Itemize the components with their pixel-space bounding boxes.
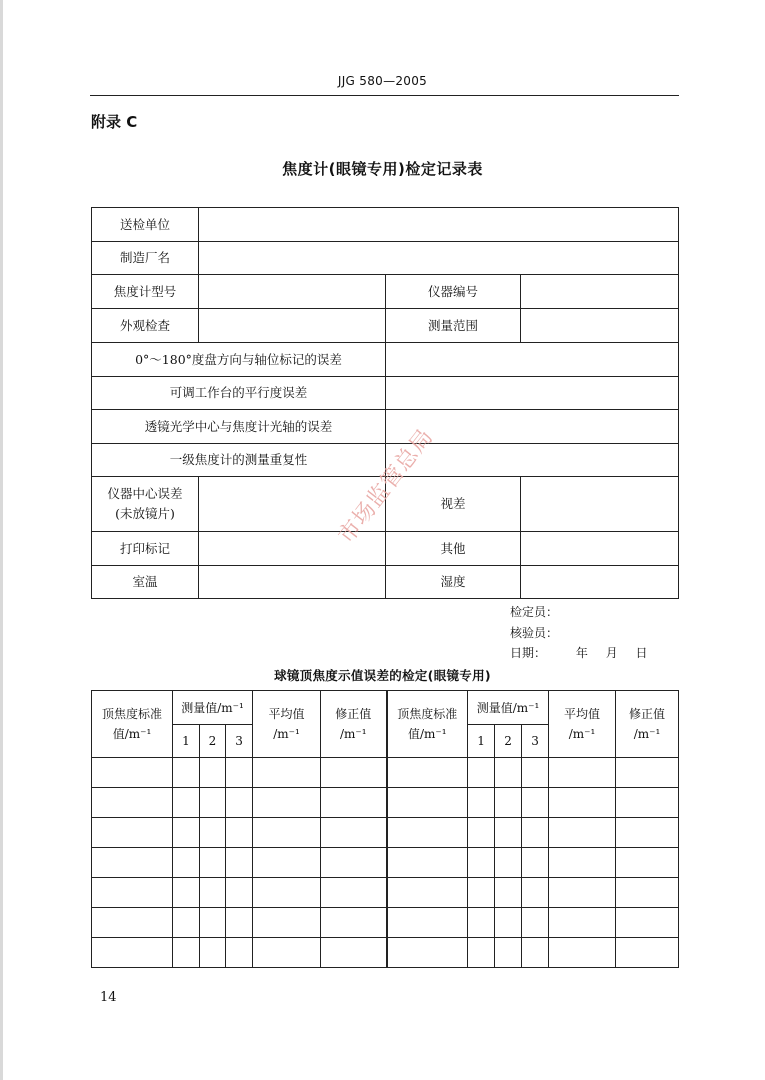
correction-header bbox=[616, 691, 679, 758]
data-cell[interactable] bbox=[549, 788, 616, 818]
data-cell[interactable] bbox=[200, 758, 226, 788]
data-cell[interactable] bbox=[321, 938, 387, 968]
data-cell[interactable] bbox=[226, 878, 253, 908]
appearance-label: 外观检查 bbox=[92, 309, 199, 343]
table-row bbox=[92, 208, 679, 242]
mean-header-line1: 平均值 bbox=[268, 707, 305, 721]
data-cell[interactable] bbox=[253, 788, 321, 818]
data-cell[interactable] bbox=[226, 818, 253, 848]
data-cell[interactable] bbox=[468, 938, 495, 968]
data-cell[interactable] bbox=[495, 758, 522, 788]
measurement-2-header: 2 bbox=[495, 725, 522, 758]
verifier-label: 检定员： bbox=[510, 605, 559, 619]
data-cell[interactable] bbox=[173, 908, 200, 938]
std-value-header bbox=[92, 691, 173, 758]
model-field[interactable] bbox=[199, 275, 386, 309]
std-value-header-line1: 顶焦度标准 bbox=[101, 707, 162, 721]
data-cell[interactable] bbox=[468, 818, 495, 848]
data-cell[interactable] bbox=[253, 818, 321, 848]
data-cell[interactable] bbox=[495, 788, 522, 818]
correction-header bbox=[321, 691, 387, 758]
instrument-no-field[interactable] bbox=[521, 275, 679, 309]
header-rule bbox=[90, 95, 679, 96]
data-cell[interactable] bbox=[321, 758, 387, 788]
data-cell[interactable] bbox=[522, 938, 549, 968]
submitting-unit-field[interactable] bbox=[199, 208, 679, 242]
data-cell[interactable] bbox=[468, 848, 495, 878]
table-row bbox=[92, 848, 679, 878]
worktable-parallelism-field[interactable] bbox=[386, 377, 679, 410]
measurement-1-header: 1 bbox=[173, 725, 200, 758]
data-cell[interactable] bbox=[495, 818, 522, 848]
data-cell[interactable] bbox=[387, 878, 468, 908]
data-cell[interactable] bbox=[495, 908, 522, 938]
correction-header-line2: /m⁻¹ bbox=[633, 727, 661, 741]
submitting-unit-label: 送检单位 bbox=[92, 208, 199, 242]
data-cell[interactable] bbox=[468, 788, 495, 818]
data-cell[interactable] bbox=[200, 788, 226, 818]
data-cell[interactable] bbox=[253, 938, 321, 968]
data-cell[interactable] bbox=[321, 818, 387, 848]
mean-header bbox=[549, 691, 616, 758]
data-cell[interactable] bbox=[92, 878, 173, 908]
watermark: 市场监管总局 bbox=[333, 424, 439, 549]
data-cell[interactable] bbox=[387, 758, 468, 788]
data-cell[interactable] bbox=[468, 758, 495, 788]
data-cell[interactable] bbox=[495, 938, 522, 968]
manufacturer-field[interactable] bbox=[199, 242, 679, 275]
data-cell[interactable] bbox=[495, 848, 522, 878]
instrument-no-label: 仪器编号 bbox=[386, 275, 521, 309]
center-error-label-line1: 仪器中心误差 bbox=[107, 486, 183, 501]
data-cell[interactable] bbox=[387, 938, 468, 968]
month-label: 月 bbox=[605, 646, 618, 660]
lens-table-body bbox=[92, 758, 679, 968]
table-row bbox=[92, 878, 679, 908]
data-cell[interactable] bbox=[200, 878, 226, 908]
measurement-3-header: 3 bbox=[226, 725, 253, 758]
data-cell[interactable] bbox=[226, 938, 253, 968]
data-cell[interactable] bbox=[92, 908, 173, 938]
data-cell[interactable] bbox=[616, 848, 679, 878]
std-value-header-line2: 值/m⁻¹ bbox=[112, 727, 152, 741]
data-cell[interactable] bbox=[253, 848, 321, 878]
day-label: 日 bbox=[635, 646, 648, 660]
table-row bbox=[92, 309, 679, 343]
document-title: 焦度计(眼镜专用)检定记录表 bbox=[282, 160, 483, 178]
data-cell[interactable] bbox=[226, 908, 253, 938]
data-cell[interactable] bbox=[200, 908, 226, 938]
data-cell[interactable] bbox=[173, 788, 200, 818]
standard-code-header: JJG 580—2005 bbox=[337, 74, 428, 88]
data-cell[interactable] bbox=[387, 848, 468, 878]
signoff-block bbox=[510, 602, 648, 664]
lens-header-row bbox=[92, 691, 679, 725]
mean-header-line2: /m⁻¹ bbox=[568, 727, 596, 741]
data-cell[interactable] bbox=[226, 788, 253, 818]
data-cell[interactable] bbox=[321, 908, 387, 938]
data-cell[interactable] bbox=[173, 878, 200, 908]
data-cell[interactable] bbox=[549, 878, 616, 908]
center-error-label-line2: (未放镜片) bbox=[115, 506, 175, 521]
data-cell[interactable] bbox=[522, 878, 549, 908]
checker-label: 核验员： bbox=[510, 625, 559, 640]
data-cell[interactable] bbox=[387, 908, 468, 938]
mean-header-line2: /m⁻¹ bbox=[273, 727, 300, 741]
data-cell[interactable] bbox=[549, 938, 616, 968]
data-cell[interactable] bbox=[92, 788, 173, 818]
std-value-header bbox=[387, 691, 468, 758]
data-cell[interactable] bbox=[468, 908, 495, 938]
lens-table-title: 球镜顶焦度示值误差的检定(眼镜专用) bbox=[274, 668, 491, 683]
humidity-label: 湿度 bbox=[386, 566, 521, 599]
measuring-range-field[interactable] bbox=[521, 309, 679, 343]
data-cell[interactable] bbox=[387, 818, 468, 848]
mean-header bbox=[253, 691, 321, 758]
table-row bbox=[92, 758, 679, 788]
table-row bbox=[92, 532, 679, 566]
correction-header-line1: 修正值 bbox=[629, 707, 666, 721]
std-value-header-line1: 顶焦度标准 bbox=[397, 707, 458, 721]
optical-center-error-label: 透镜光学中心与焦度计光轴的误差 bbox=[92, 410, 386, 444]
data-cell[interactable] bbox=[549, 908, 616, 938]
appearance-field[interactable] bbox=[199, 309, 386, 343]
data-cell[interactable] bbox=[173, 848, 200, 878]
sphere-power-error-table bbox=[91, 690, 679, 968]
data-cell[interactable] bbox=[387, 788, 468, 818]
data-cell[interactable] bbox=[92, 818, 173, 848]
table-row bbox=[92, 410, 679, 444]
center-error-label bbox=[92, 477, 199, 532]
model-label: 焦度计型号 bbox=[92, 275, 199, 309]
manufacturer-label: 制造厂名 bbox=[92, 242, 199, 275]
table-row bbox=[92, 377, 679, 410]
data-cell[interactable] bbox=[616, 758, 679, 788]
table-row bbox=[92, 818, 679, 848]
data-cell[interactable] bbox=[173, 818, 200, 848]
data-cell[interactable] bbox=[226, 848, 253, 878]
data-cell[interactable] bbox=[253, 908, 321, 938]
data-cell[interactable] bbox=[616, 788, 679, 818]
measured-header: 测量值/m⁻¹ bbox=[173, 691, 253, 725]
data-cell[interactable] bbox=[226, 758, 253, 788]
year-label: 年 bbox=[575, 646, 588, 660]
axis-error-field[interactable] bbox=[386, 343, 679, 377]
date-label: 日期： bbox=[510, 646, 547, 660]
humidity-field[interactable] bbox=[521, 566, 679, 599]
data-cell[interactable] bbox=[549, 818, 616, 848]
mean-header-line1: 平均值 bbox=[564, 707, 601, 721]
table-row bbox=[92, 343, 679, 377]
verification-record-table bbox=[91, 207, 679, 599]
data-cell[interactable] bbox=[616, 938, 679, 968]
measured-header: 测量值/m⁻¹ bbox=[468, 691, 549, 725]
data-cell[interactable] bbox=[522, 758, 549, 788]
page-number: 14 bbox=[100, 990, 117, 1005]
print-mark-label: 打印标记 bbox=[92, 532, 199, 566]
data-cell[interactable] bbox=[549, 848, 616, 878]
other-field[interactable] bbox=[521, 532, 679, 566]
measuring-range-label: 测量范围 bbox=[386, 309, 521, 343]
data-cell[interactable] bbox=[173, 758, 200, 788]
table-row bbox=[92, 938, 679, 968]
parallax-label: 视差 bbox=[386, 477, 521, 532]
data-cell[interactable] bbox=[253, 758, 321, 788]
data-cell[interactable] bbox=[200, 938, 226, 968]
data-cell[interactable] bbox=[92, 938, 173, 968]
correction-header-line2: /m⁻¹ bbox=[339, 727, 367, 741]
room-temp-label: 室温 bbox=[92, 566, 199, 599]
data-cell[interactable] bbox=[616, 818, 679, 848]
table-row bbox=[92, 242, 679, 275]
table-row bbox=[92, 275, 679, 309]
measurement-3-header: 3 bbox=[522, 725, 549, 758]
table-row bbox=[92, 788, 679, 818]
date-line bbox=[510, 643, 648, 664]
data-cell[interactable] bbox=[522, 788, 549, 818]
data-cell[interactable] bbox=[468, 878, 495, 908]
data-cell[interactable] bbox=[522, 818, 549, 848]
parallax-field[interactable] bbox=[521, 477, 679, 532]
table-row bbox=[92, 908, 679, 938]
data-cell[interactable] bbox=[200, 818, 226, 848]
data-cell[interactable] bbox=[173, 938, 200, 968]
axis-error-label: 0°～180°度盘方向与轴位标记的误差 bbox=[92, 343, 386, 377]
data-cell[interactable] bbox=[522, 848, 549, 878]
appendix-label: 附录 C bbox=[91, 113, 138, 131]
worktable-parallelism-label: 可调工作台的平行度误差 bbox=[92, 377, 386, 410]
room-temp-field[interactable] bbox=[199, 566, 386, 599]
data-cell[interactable] bbox=[616, 878, 679, 908]
data-cell[interactable] bbox=[92, 758, 173, 788]
std-value-header-line2: 值/m⁻¹ bbox=[407, 727, 447, 741]
correction-header-line1: 修正值 bbox=[335, 707, 372, 721]
repeatability-label: 一级焦度计的测量重复性 bbox=[92, 444, 386, 477]
table-row bbox=[92, 566, 679, 599]
data-cell[interactable] bbox=[321, 848, 387, 878]
data-cell[interactable] bbox=[200, 848, 226, 878]
data-cell[interactable] bbox=[321, 878, 387, 908]
data-cell[interactable] bbox=[495, 878, 522, 908]
other-label: 其他 bbox=[386, 532, 521, 566]
data-cell[interactable] bbox=[92, 848, 173, 878]
data-cell[interactable] bbox=[321, 788, 387, 818]
data-cell[interactable] bbox=[522, 908, 549, 938]
data-cell[interactable] bbox=[549, 758, 616, 788]
measurement-2-header: 2 bbox=[200, 725, 226, 758]
data-cell[interactable] bbox=[616, 908, 679, 938]
data-cell[interactable] bbox=[253, 878, 321, 908]
measurement-1-header: 1 bbox=[468, 725, 495, 758]
